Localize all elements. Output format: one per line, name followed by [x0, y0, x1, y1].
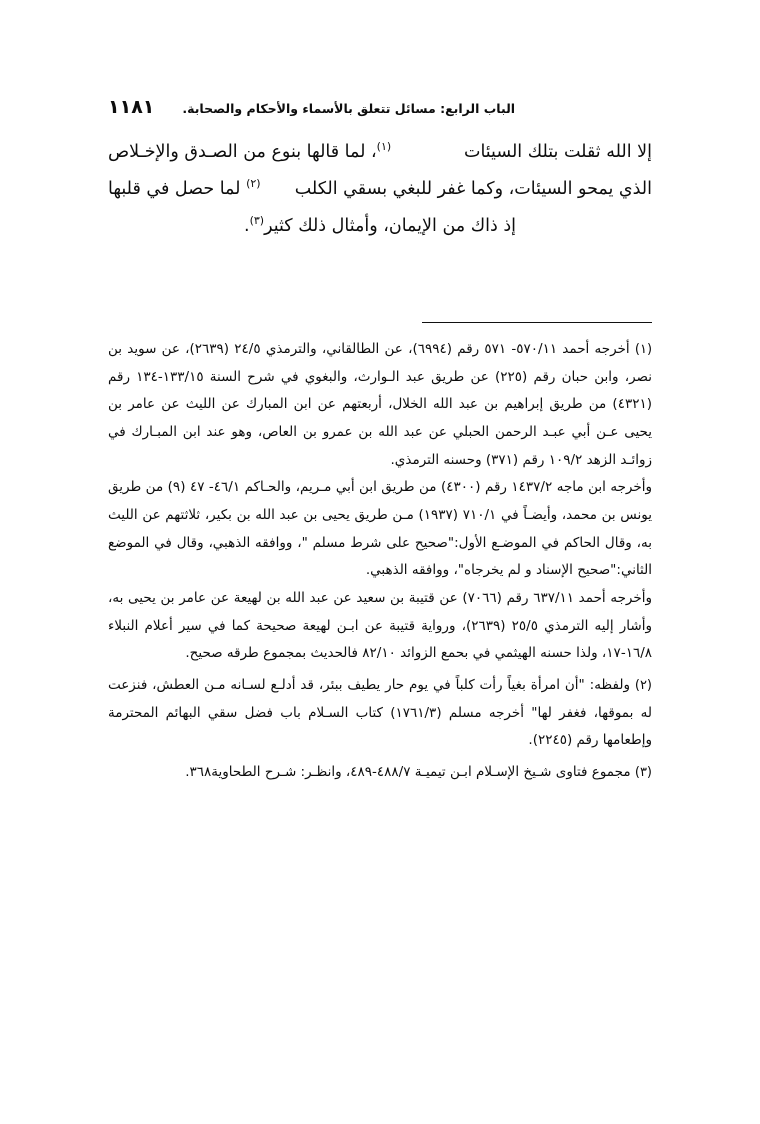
footnotes-section: [108, 336, 652, 791]
body-line-2: [108, 171, 652, 208]
body-line-3-start: إذ ذاك من الإيمان، وأمثال ذلك كثير: [264, 215, 516, 236]
footnote-1-text-1: أخرجه أحمد ٥٧٠/١١- ٥٧١ رقم (٦٩٩٤)، عن الطالقاني، والترمذي ٢٤/٥ (٢٦٣٩)، عن سويد بن نصر، وابن حبان رقم (٢٢٥) عن طريق عبد الـوارث، والبغوي في شرح السنة ١٣٣/١٥-١٣٤ رقم (٤٣٢١) من طريق إبراهيم بن عبد الله الخلال، أربعتهم عن ابن المبارك عن الليث عن عامر بن يحيى عـن أبي عبـد الرحمن الحبلي عن عبد الله بن عمرو بن العاص، وهو عند ابن المبـارك في زوائـد الزهد ١٠٩/٢ رقم (٣٧١) وحسنه الترمذي.: [108, 341, 652, 468]
body-line-3-tail: .: [244, 215, 250, 236]
main-body-text: [108, 134, 652, 244]
footnote-3: [108, 759, 652, 787]
footnote-marker-2: (٢): [246, 176, 261, 190]
header-title: الباب الرابع: مسائل تتعلق بالأسماء والأحكام والصحابة.: [182, 101, 516, 116]
body-line-3: [108, 208, 652, 245]
footnote-1-text-2: وأخرجه ابن ماجه ١٤٣٧/٢ رقم (٤٣٠٠) من طريق ابن أبي مـريم، والحـاكم ٤٦/١- ٤٧ (٩) من طريق يونس بن محمد، وأيضـاً في ٧١٠/١ (١٩٣٧) مـن طريق يحيى بن عبد الله بن بكير، ثلاثتهم عن الليث به، وقال الحاكم في الموضـع الأول:"صحيح على شرط مسلم "، ووافقه الذهبي، وقال في الموضع الثاني:"صحيح الإسناد و لم يخرجاه"، ووافقه الذهبي.: [108, 479, 653, 579]
footnote-3-text-1: مجموع فتاوى شـيخ الإسـلام ابـن تيميـة ٤٨٨/٧-٤٨٩، وانظـر: شـرح الطحاوية٣٦٨.: [185, 764, 631, 781]
footnote-1-paragraph-2: [108, 474, 652, 585]
body-line-1-tail: ، لما قالها بنوع من الصـدق والإخـلاص: [108, 142, 377, 162]
body-line-2-tail: لما حصل في قلبها: [108, 178, 247, 199]
body-line-2-start: الذي يمحو السيئات، وكما غفر للبغي بسقي الكلب: [294, 178, 652, 199]
footnote-3-paragraph-1: [108, 759, 652, 787]
body-line-1: [108, 134, 652, 171]
page-header: [108, 96, 652, 118]
footnote-1-text-3: وأخرجه أحمد ٦٣٧/١١ رقم (٧٠٦٦) عن قتيبة بن سعيد عن عبد الله بن لهيعة عن عامر بن يحيى به، وأشار إليه الترمذي ٢٥/٥ (٢٦٣٩)، ورواية قتيبة عن ابـن لهيعة صحيحة كما في سير أعلام النبلاء ١٦/٨-١٧، ولذا حسنه الهيثمي في بحمع الزوائد ٨٢/١٠ فالحديث بمجموع طرقه صحيح.: [108, 590, 652, 662]
footnote-separator-rule: [422, 322, 652, 323]
footnote-marker-1: (١): [376, 140, 392, 154]
body-line-1-rest: [108, 134, 391, 171]
footnote-3-marker: (٣): [634, 765, 652, 781]
page-number: ١١٨١: [108, 96, 155, 118]
footnote-1-paragraph-3: [108, 585, 652, 668]
footnote-2-paragraph-1: [108, 672, 652, 755]
footnote-1-paragraph-1: [108, 336, 652, 474]
body-line-1-start: إلا الله ثقلت بتلك السيئات: [463, 142, 652, 162]
footnote-1-marker: (١): [634, 342, 653, 357]
footnote-1: [108, 336, 652, 668]
body-paragraph: [108, 134, 652, 244]
footnote-marker-3: (٣): [249, 213, 265, 227]
footnote-2-marker: (٢): [634, 678, 652, 694]
body-line-2-rest: [108, 171, 261, 208]
footnote-2: [108, 672, 652, 755]
footnote-2-text-1: ولفظه: "أن امرأة بغياً رأت كلباً في يوم حار يطيف ببئر، قد أدلـع لسـانه مـن العطش، فنزعت له بموقها، فغفر لها" أخرجه مسلم (١٧٦١/٣) كتاب السـلام باب فضل سقي البهائم المحترمة وإطعامها رقم (٢٢٤٥).: [108, 677, 652, 749]
